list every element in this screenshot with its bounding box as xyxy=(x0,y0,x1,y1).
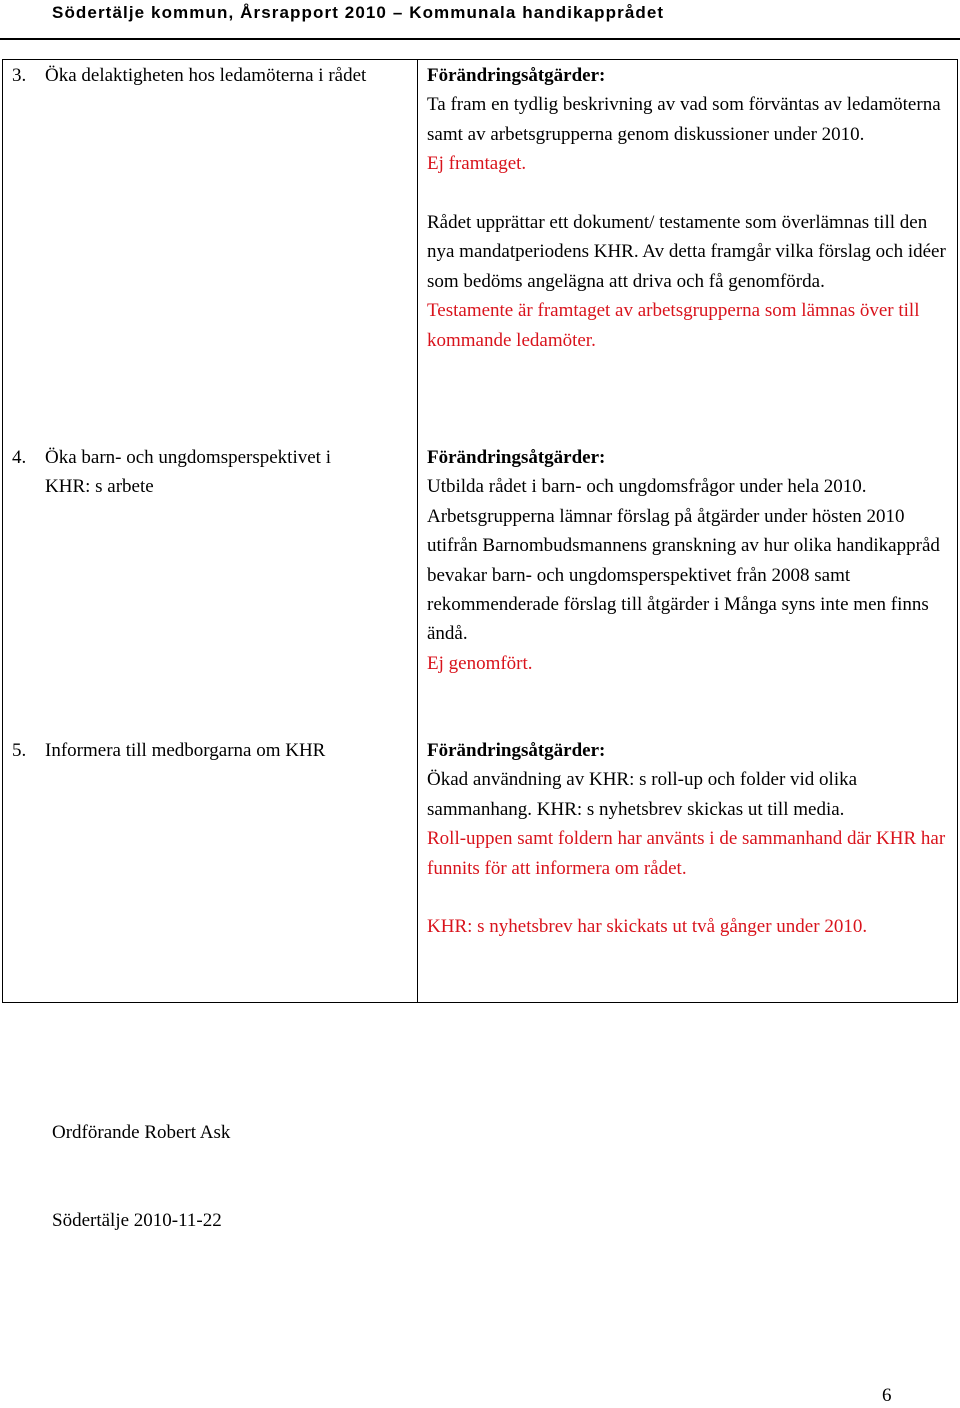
goal-4-action-1: Utbilda rådet i barn- och ungdomsfrågor under hela 2010. Arbetsgrupperna lämnar förslag på åtgärder under hösten 2010 utifrån Barnombudsmannens granskning av hur olika handikappråd bevakar barn- och ungdomsperspektivet från 2008 samt rekommenderade förslag till åtgärder i Många syns inte men finns ändå. xyxy=(427,476,940,645)
goal-5-actions xyxy=(427,736,947,942)
goal-4-title: Öka barn- och ungdomsperspektivet i KHR: s arbete xyxy=(45,447,331,498)
goal-3-action-1: Ta fram en tydlig beskrivning av vad som förväntas av ledamöterna samt av arbetsgrupperna genom diskussioner under 2010. xyxy=(427,94,941,145)
signature-place-date: Södertälje 2010-11-22 xyxy=(52,1210,222,1231)
signature-name: Ordförande Robert Ask xyxy=(52,1122,231,1143)
goal-5-status-2: KHR: s nyhetsbrev har skickats ut två gånger under 2010. xyxy=(427,916,868,938)
goal-3-status-2: Testamente är framtaget av arbetsgrupperna som lämnas över till kommande ledamöter. xyxy=(427,300,920,351)
header-rule xyxy=(0,38,960,40)
goal-4-status-1: Ej genomfört. xyxy=(427,652,533,674)
goal-3-number: 3. xyxy=(12,65,27,86)
running-header: Södertälje kommun, Årsrapport 2010 – Kommunala handikapprådet xyxy=(52,3,665,22)
goal-3-title: Öka delaktigheten hos ledamöterna i rådet xyxy=(45,65,367,86)
goal-5-cell xyxy=(12,736,410,765)
goals-table xyxy=(2,59,958,1003)
goal-4-heading: Förändringsåtgärder: xyxy=(427,447,606,468)
goal-4-actions xyxy=(427,443,947,678)
goal-5-number: 5. xyxy=(12,740,27,761)
goal-3-actions xyxy=(427,61,947,355)
column-divider xyxy=(417,60,418,1002)
goal-3-status-1: Ej framtaget. xyxy=(427,153,527,175)
goal-4-number: 4. xyxy=(12,447,27,468)
page-number: 6 xyxy=(882,1385,892,1406)
goal-5-title: Informera till medborgarna om KHR xyxy=(45,740,326,761)
goal-5-heading: Förändringsåtgärder: xyxy=(427,740,606,761)
goal-5-action-1: Ökad användning av KHR: s roll-up och folder vid olika sammanhang. KHR: s nyhetsbrev skickas ut till media. xyxy=(427,769,858,820)
goal-3-action-2: Rådet upprättar ett dokument/ testamente som överlämnas till den nya mandatperiodens KHR. Av detta framgår vilka förslag och idéer som bedöms angelägna att driva och få genomförda. xyxy=(427,212,946,292)
goal-4-cell xyxy=(12,443,372,502)
goal-5-status-1: Roll-uppen samt foldern har använts i de sammanhand där KHR har funnits för att informera om rådet. xyxy=(427,828,946,879)
goal-3-heading: Förändringsåtgärder: xyxy=(427,65,606,86)
goal-3-cell xyxy=(12,61,410,90)
